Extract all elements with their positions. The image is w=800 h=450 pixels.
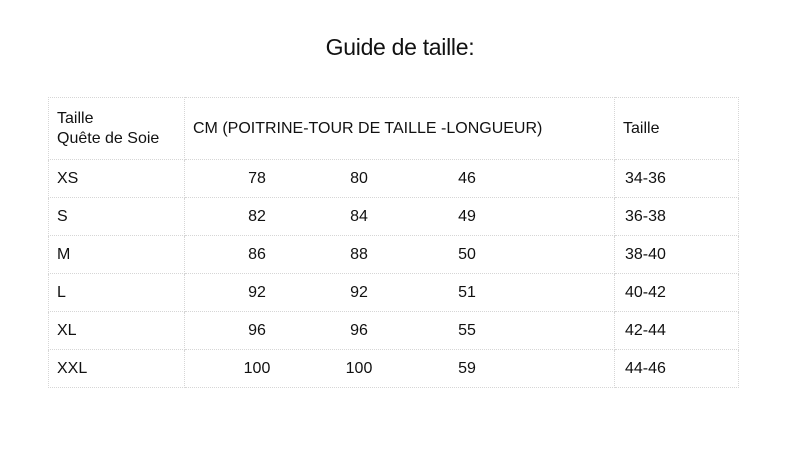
row-measurements	[185, 274, 615, 312]
size-guide-table	[48, 97, 739, 388]
row-chest: 92	[248, 283, 266, 301]
row-measurements	[185, 198, 615, 236]
table-row	[49, 274, 739, 312]
row-length: 46	[458, 169, 476, 187]
row-measurements	[185, 312, 615, 350]
row-measurements	[185, 350, 615, 388]
row-size: XS	[49, 160, 185, 198]
row-waist: 96	[350, 321, 368, 339]
header-measurements: CM (POITRINE-TOUR DE TAILLE -LONGUEUR)	[185, 98, 615, 160]
table-row	[49, 198, 739, 236]
table-row	[49, 160, 739, 198]
row-chest: 78	[248, 169, 266, 187]
row-length: 51	[458, 283, 476, 301]
row-size: XXL	[49, 350, 185, 388]
row-waist: 84	[350, 207, 368, 225]
row-waist: 92	[350, 283, 368, 301]
row-size: M	[49, 236, 185, 274]
row-waist: 80	[350, 169, 368, 187]
row-length: 59	[458, 359, 476, 377]
table-row	[49, 350, 739, 388]
row-size: S	[49, 198, 185, 236]
row-fr-size: 34-36	[615, 160, 739, 198]
table-row	[49, 236, 739, 274]
row-chest: 96	[248, 321, 266, 339]
row-fr-size: 36-38	[615, 198, 739, 236]
row-chest: 100	[243, 359, 271, 377]
row-fr-size: 38-40	[615, 236, 739, 274]
row-waist: 100	[345, 359, 373, 377]
row-size: XL	[49, 312, 185, 350]
row-length: 49	[458, 207, 476, 225]
row-measurements	[185, 160, 615, 198]
row-length: 55	[458, 321, 476, 339]
row-measurements	[185, 236, 615, 274]
row-fr-size: 44-46	[615, 350, 739, 388]
row-length: 50	[458, 245, 476, 263]
header-size-line1: Taille	[57, 109, 94, 127]
row-chest: 86	[248, 245, 266, 263]
header-size-cell	[49, 98, 185, 160]
row-size: L	[49, 274, 185, 312]
page-title: Guide de taille:	[325, 34, 475, 60]
header-fr-size: Taille	[615, 98, 739, 160]
row-chest: 82	[248, 207, 266, 225]
row-fr-size: 42-44	[615, 312, 739, 350]
row-waist: 88	[350, 245, 368, 263]
table-row	[49, 312, 739, 350]
row-fr-size: 40-42	[615, 274, 739, 312]
table-header-row	[49, 98, 739, 160]
header-size-line2: Quête de Soie	[57, 129, 160, 147]
